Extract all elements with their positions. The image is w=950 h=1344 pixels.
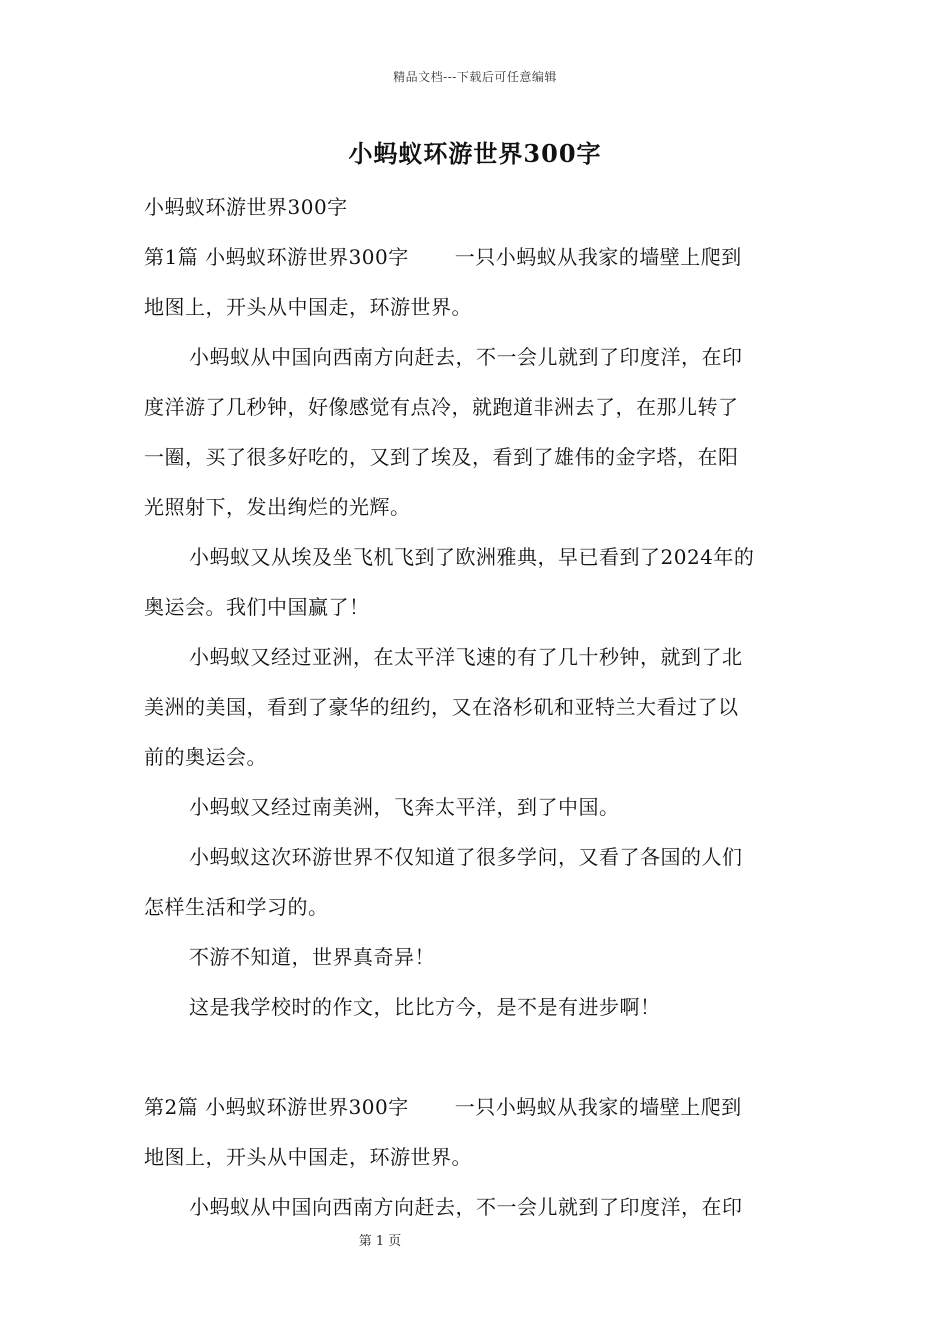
article-heading: 第1篇 小蚂蚁环游世界300字 [144, 245, 409, 269]
header-note: 精品文档---下载后可任意编辑 [393, 70, 557, 84]
paragraph-line: 地图上，开头从中国走，环游世界。 [144, 1145, 472, 1169]
paragraph-line: 小蚂蚁又从埃及坐飞机飞到了欧洲雅典，早已看到了2024年的 [189, 545, 755, 569]
paragraph-line: 小蚂蚁从中国向西南方向赶去，不一会儿就到了印度洋，在印 [189, 1195, 743, 1219]
paragraph-line: 光照射下，发出绚烂的光辉。 [144, 495, 411, 519]
paragraph-line: 度洋游了几秒钟，好像感觉有点冷，就跑道非洲去了，在那儿转了 [144, 395, 739, 419]
paragraph-line: 一圈，买了很多好吃的，又到了埃及，看到了雄伟的金字塔，在阳 [144, 445, 739, 469]
document-body [144, 182, 809, 1232]
paragraph-text: 一只小蚂蚁从我家的墙壁上爬到 [454, 245, 742, 269]
article-1-heading-line [144, 232, 809, 282]
paragraph-line: 前的奥运会。 [144, 745, 267, 769]
paragraph-line: 怎样生活和学习的。 [144, 895, 329, 919]
paragraph-line: 地图上，开头从中国走，环游世界。 [144, 295, 472, 319]
article-2-heading-line [144, 1082, 809, 1132]
paragraph-line: 美洲的美国，看到了豪华的纽约，又在洛杉矶和亚特兰大看过了以 [144, 695, 739, 719]
paragraph-line: 这是我学校时的作文，比比方今，是不是有进步啊！ [189, 995, 661, 1019]
paragraph-line: 小蚂蚁这次环游世界不仅知道了很多学问，又看了各国的人们 [189, 845, 743, 869]
paragraph-line: 小蚂蚁又经过亚洲，在太平洋飞速的有了几十秒钟，就到了北 [189, 645, 743, 669]
page-number: 第 1 页 [358, 1234, 402, 1249]
paragraph-line: 小蚂蚁从中国向西南方向赶去，不一会儿就到了印度洋，在印 [189, 345, 743, 369]
section-spacer [144, 1032, 809, 1082]
subtitle: 小蚂蚁环游世界300字 [144, 195, 348, 219]
paragraph-line: 奥运会。我们中国赢了！ [144, 595, 370, 619]
document-title: 小蚂蚁环游世界300字 [348, 139, 602, 168]
paragraph-line: 小蚂蚁又经过南美洲，飞奔太平洋，到了中国。 [189, 795, 620, 819]
paragraph-text: 一只小蚂蚁从我家的墙壁上爬到 [454, 1095, 742, 1119]
paragraph-line: 不游不知道，世界真奇异！ [189, 945, 435, 969]
article-heading: 第2篇 小蚂蚁环游世界300字 [144, 1095, 409, 1119]
